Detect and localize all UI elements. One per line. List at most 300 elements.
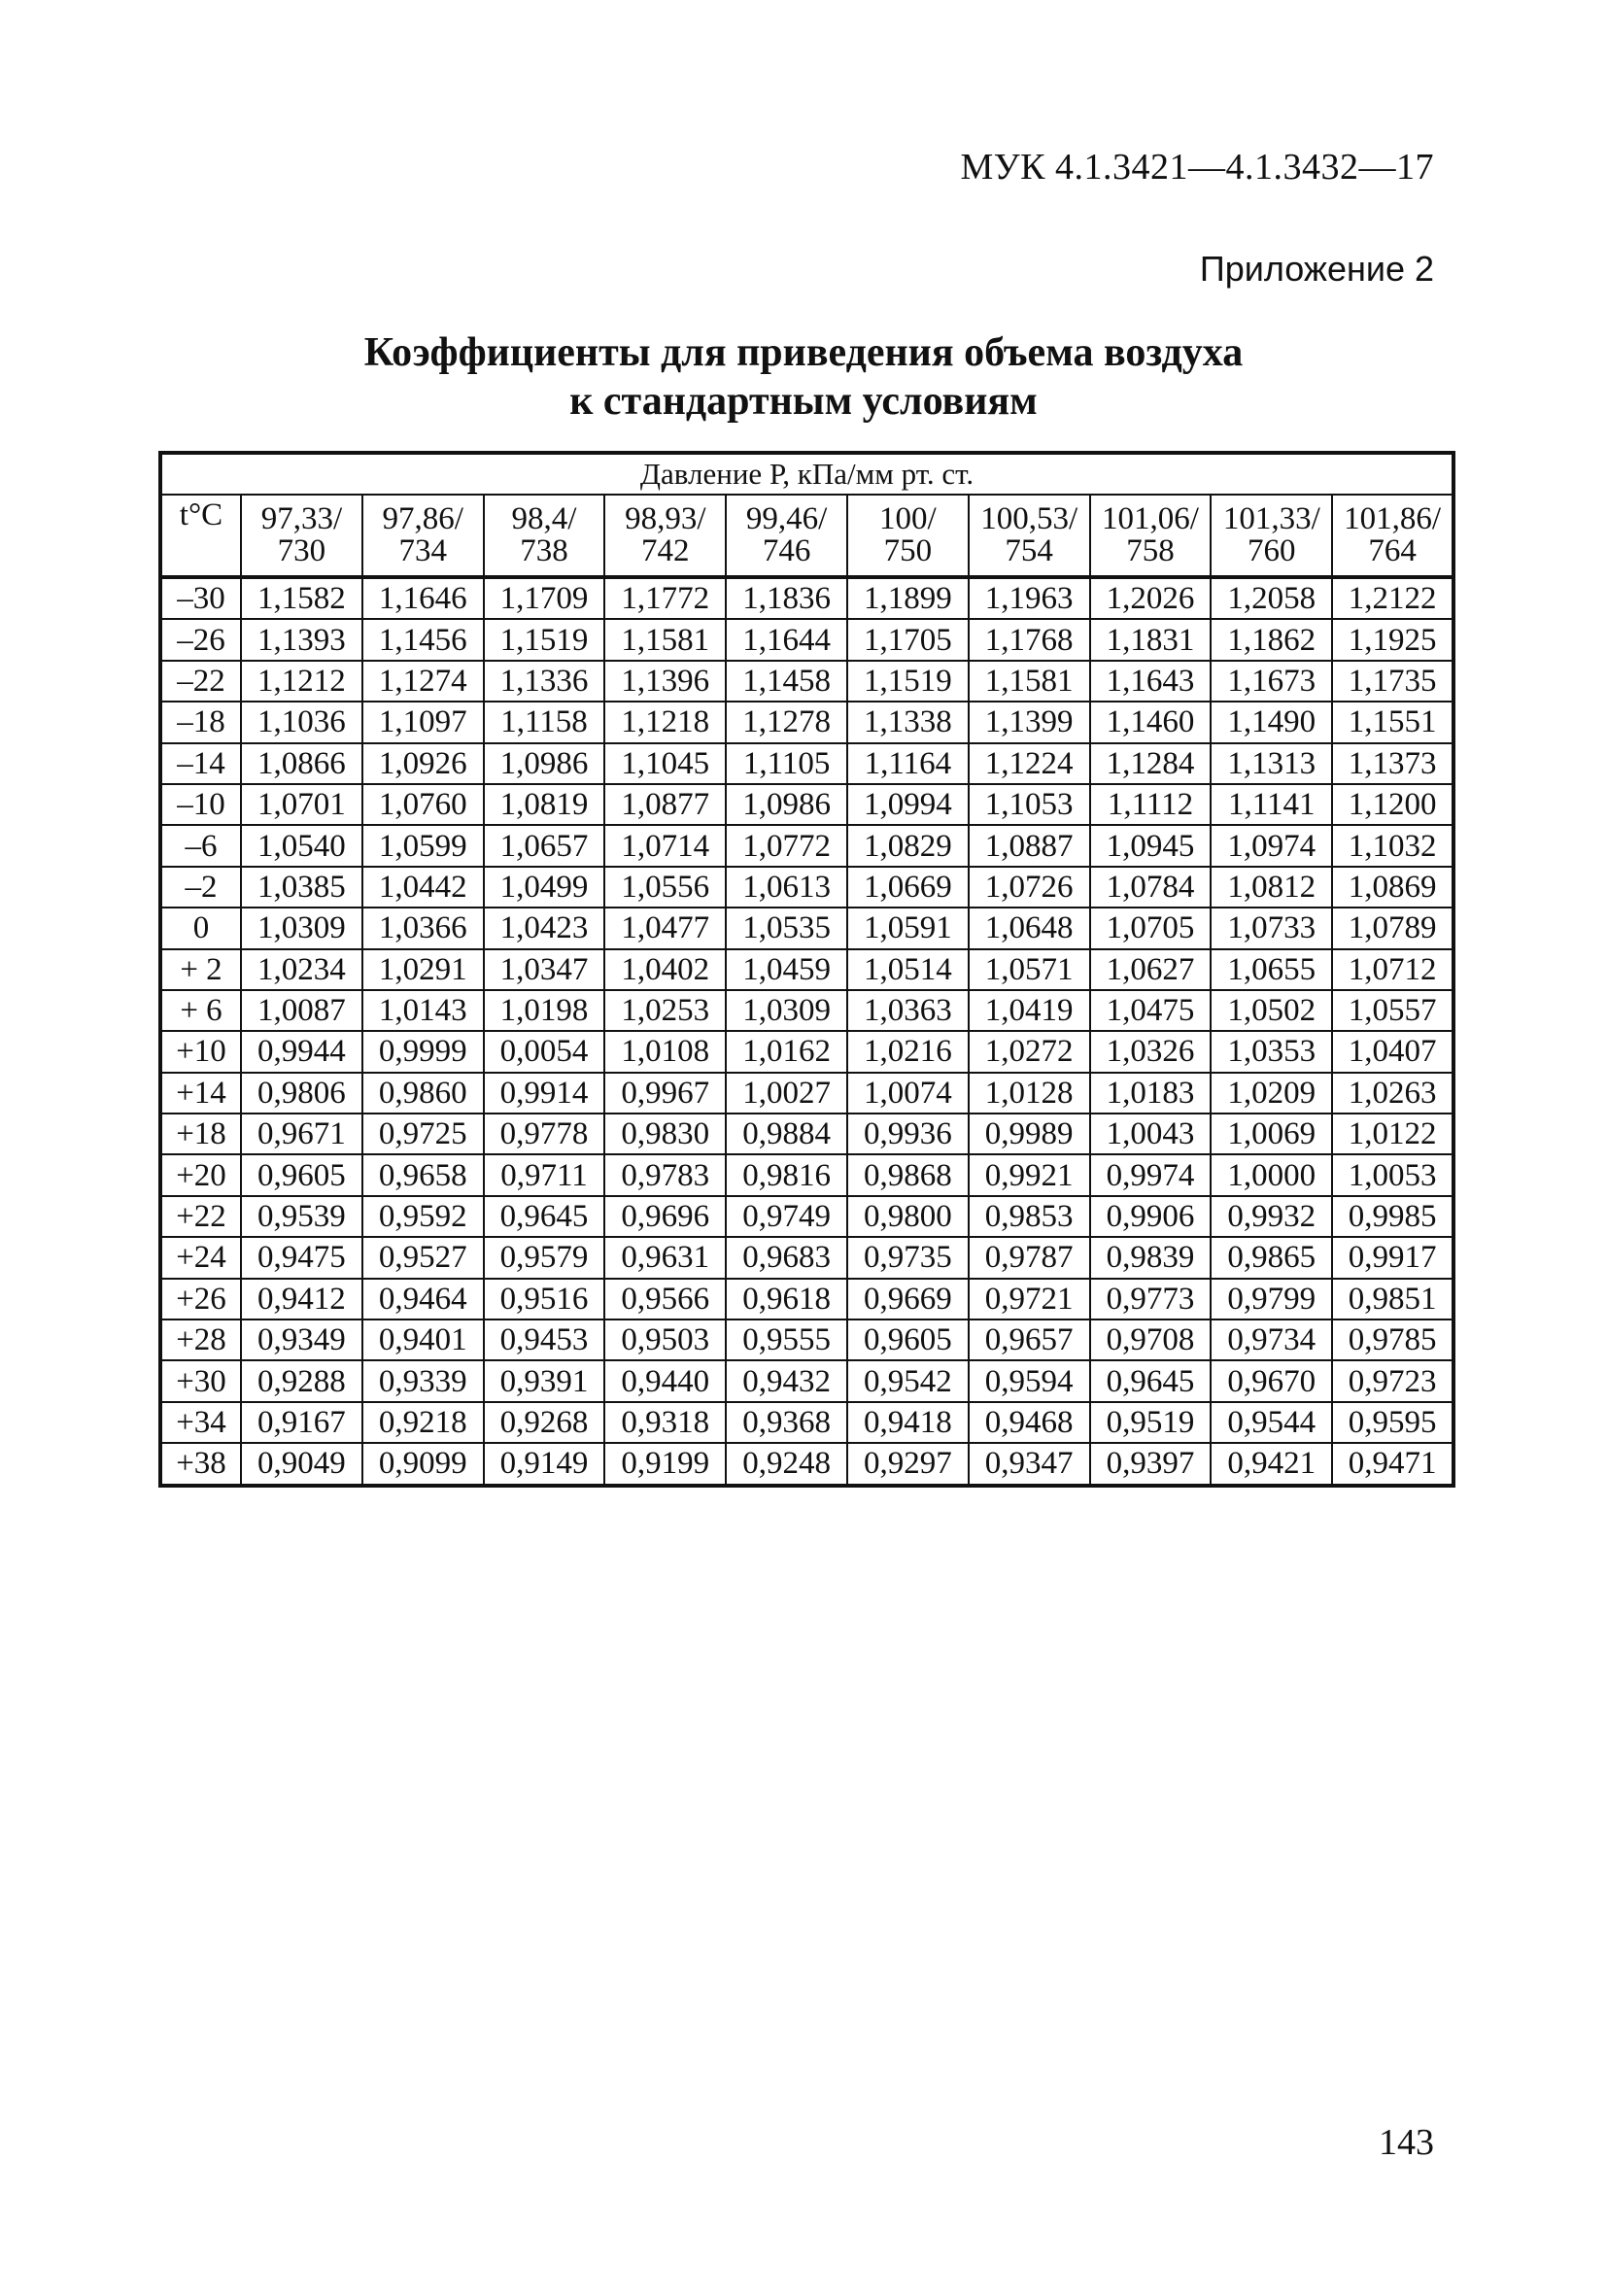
coefficient-cell: 1,1373 <box>1332 743 1453 784</box>
table-body <box>160 577 1453 1486</box>
coefficient-cell: 1,1399 <box>969 702 1090 742</box>
coefficient-cell: 1,1644 <box>726 619 847 660</box>
coefficient-cell: 0,9516 <box>484 1279 605 1319</box>
coefficient-cell: 1,0162 <box>726 1031 847 1072</box>
coefficient-cell: 0,9868 <box>847 1154 969 1195</box>
coefficient-cell: 1,1831 <box>1090 619 1212 660</box>
coefficient-cell: 0,9418 <box>847 1402 969 1443</box>
coefficient-cell: 1,0309 <box>726 990 847 1031</box>
coefficient-cell: 1,1338 <box>847 702 969 742</box>
coefficient-cell: 0,9711 <box>484 1154 605 1195</box>
coefficient-cell: 0,9778 <box>484 1114 605 1154</box>
coefficient-cell: 1,1519 <box>847 661 969 702</box>
coefficient-cell: 1,0000 <box>1211 1154 1332 1195</box>
table-row <box>160 743 1453 784</box>
pressure-kpa: 101,33/ <box>1222 501 1320 536</box>
coefficient-cell: 1,0760 <box>362 784 484 825</box>
coefficient-cell: 0,9914 <box>484 1073 605 1114</box>
coefficient-cell: 1,0701 <box>241 784 362 825</box>
coefficient-cell: 1,0887 <box>969 825 1090 866</box>
table-row <box>160 1154 1453 1195</box>
temperature-cell: +26 <box>160 1279 241 1319</box>
coefficient-cell: 1,0385 <box>241 867 362 908</box>
coefficient-cell: 1,1643 <box>1090 661 1212 702</box>
coefficient-cell: 0,9884 <box>726 1114 847 1154</box>
coefficient-cell: 1,1582 <box>241 577 362 619</box>
pressure-column-header <box>1090 495 1212 577</box>
table-row <box>160 1402 1453 1443</box>
coefficient-cell: 0,9099 <box>362 1443 484 1485</box>
table-row <box>160 577 1453 619</box>
coefficient-cell: 1,1862 <box>1211 619 1332 660</box>
coefficient-cell: 1,0363 <box>847 990 969 1031</box>
coefficient-cell: 1,0714 <box>604 825 726 866</box>
coefficient-cell: 1,1224 <box>969 743 1090 784</box>
coefficient-cell: 1,0784 <box>1090 867 1212 908</box>
coefficient-cell: 1,0309 <box>241 908 362 948</box>
coefficient-cell: 0,9594 <box>969 1360 1090 1401</box>
coefficient-cell: 0,9566 <box>604 1279 726 1319</box>
pressure-kpa: 98,93/ <box>625 501 706 536</box>
table-row <box>160 1196 1453 1237</box>
pressure-mmhg: 742 <box>641 533 690 568</box>
table-row <box>160 908 1453 948</box>
appendix-label: Приложение 2 <box>1199 249 1434 289</box>
pressure-mmhg: 730 <box>277 533 326 568</box>
coefficient-cell: 0,9167 <box>241 1402 362 1443</box>
coefficient-cell: 1,0407 <box>1332 1031 1453 1072</box>
coefficient-cell: 1,0869 <box>1332 867 1453 908</box>
coefficient-cell: 1,0475 <box>1090 990 1212 1031</box>
coefficient-cell: 1,0143 <box>362 990 484 1031</box>
coefficient-cell: 0,9799 <box>1211 1279 1332 1319</box>
coefficient-cell: 1,0705 <box>1090 908 1212 948</box>
coefficient-cell: 0,9468 <box>969 1402 1090 1443</box>
pressure-column-header <box>362 495 484 577</box>
pressure-mmhg: 764 <box>1368 533 1417 568</box>
coefficient-cell: 0,9248 <box>726 1443 847 1485</box>
coefficient-cell: 1,2026 <box>1090 577 1212 619</box>
coefficient-cell: 1,1551 <box>1332 702 1453 742</box>
temperature-cell: –2 <box>160 867 241 908</box>
coefficient-cell: 1,0557 <box>1332 990 1453 1031</box>
coefficient-cell: 1,0819 <box>484 784 605 825</box>
pressure-kpa: 100/ <box>879 501 937 536</box>
table-row <box>160 661 1453 702</box>
coefficient-cell: 1,1053 <box>969 784 1090 825</box>
table-row <box>160 784 1453 825</box>
coefficient-cell: 1,0657 <box>484 825 605 866</box>
temperature-cell: –6 <box>160 825 241 866</box>
coefficient-cell: 1,1581 <box>604 619 726 660</box>
coefficient-cell: 0,9401 <box>362 1319 484 1360</box>
coefficient-cell: 0,9297 <box>847 1443 969 1485</box>
pressure-kpa: 99,46/ <box>745 501 828 536</box>
coefficient-cell: 1,1768 <box>969 619 1090 660</box>
title-line-1: Коэффициенты для приведения объема воздуха <box>363 330 1244 375</box>
coefficient-cell: 1,0442 <box>362 867 484 908</box>
coefficient-cell: 0,0054 <box>484 1031 605 1072</box>
coefficient-cell: 0,9519 <box>1090 1402 1212 1443</box>
coefficient-cell: 0,9921 <box>969 1154 1090 1195</box>
coefficient-cell: 1,1772 <box>604 577 726 619</box>
temperature-cell: +28 <box>160 1319 241 1360</box>
temperature-cell: +38 <box>160 1443 241 1485</box>
temperature-cell: 0 <box>160 908 241 948</box>
table-row <box>160 1073 1453 1114</box>
coefficient-cell: 0,9605 <box>241 1154 362 1195</box>
coefficient-cell: 0,9539 <box>241 1196 362 1237</box>
table-row <box>160 949 1453 990</box>
coefficient-table <box>158 451 1455 1488</box>
coefficient-cell: 1,0272 <box>969 1031 1090 1072</box>
coefficient-cell: 0,9989 <box>969 1114 1090 1154</box>
pressure-mmhg: 758 <box>1126 533 1175 568</box>
coefficient-cell: 0,9049 <box>241 1443 362 1485</box>
coefficient-cell: 1,0198 <box>484 990 605 1031</box>
coefficient-cell: 1,0613 <box>726 867 847 908</box>
coefficient-cell: 0,9605 <box>847 1319 969 1360</box>
pressure-column-header <box>726 495 847 577</box>
pressure-column-header <box>1332 495 1453 577</box>
coefficient-cell: 0,9816 <box>726 1154 847 1195</box>
coefficient-cell: 1,0669 <box>847 867 969 908</box>
coefficient-cell: 0,9806 <box>241 1073 362 1114</box>
coefficient-cell: 0,9936 <box>847 1114 969 1154</box>
coefficient-cell: 1,1396 <box>604 661 726 702</box>
coefficient-cell: 1,1200 <box>1332 784 1453 825</box>
coefficient-cell: 1,0183 <box>1090 1073 1212 1114</box>
table-row <box>160 702 1453 742</box>
coefficient-cell: 1,0599 <box>362 825 484 866</box>
coefficient-cell: 0,9579 <box>484 1237 605 1278</box>
coefficient-cell: 1,0402 <box>604 949 726 990</box>
table-row <box>160 1319 1453 1360</box>
coefficient-cell: 1,0128 <box>969 1073 1090 1114</box>
coefficient-cell: 1,0571 <box>969 949 1090 990</box>
pressure-column-header <box>484 495 605 577</box>
coefficient-cell: 1,0733 <box>1211 908 1332 948</box>
coefficient-cell: 0,9421 <box>1211 1443 1332 1485</box>
coefficient-cell: 1,0216 <box>847 1031 969 1072</box>
coefficient-cell: 0,9944 <box>241 1031 362 1072</box>
table-row <box>160 990 1453 1031</box>
coefficient-cell: 1,0053 <box>1332 1154 1453 1195</box>
pressure-column-header <box>604 495 726 577</box>
coefficient-cell: 1,0812 <box>1211 867 1332 908</box>
coefficient-cell: 1,0591 <box>847 908 969 948</box>
coefficient-cell: 1,0263 <box>1332 1073 1453 1114</box>
coefficient-cell: 0,9555 <box>726 1319 847 1360</box>
coefficient-cell: 1,1646 <box>362 577 484 619</box>
coefficient-cell: 0,9349 <box>241 1319 362 1360</box>
coefficient-cell: 1,0027 <box>726 1073 847 1114</box>
coefficient-cell: 1,1899 <box>847 577 969 619</box>
coefficient-cell: 0,9783 <box>604 1154 726 1195</box>
temperature-cell: –10 <box>160 784 241 825</box>
table-row <box>160 1443 1453 1485</box>
coefficient-cell: 0,9917 <box>1332 1237 1453 1278</box>
coefficient-cell: 1,2058 <box>1211 577 1332 619</box>
pressure-kpa: 101,86/ <box>1344 501 1442 536</box>
coefficient-cell: 1,0087 <box>241 990 362 1031</box>
coefficient-cell: 0,9670 <box>1211 1360 1332 1401</box>
coefficient-cell: 1,1963 <box>969 577 1090 619</box>
coefficient-cell: 1,1925 <box>1332 619 1453 660</box>
coefficient-cell: 1,1709 <box>484 577 605 619</box>
pressure-kpa: 98,4/ <box>511 501 577 536</box>
temperature-cell: –26 <box>160 619 241 660</box>
coefficient-cell: 0,9657 <box>969 1319 1090 1360</box>
coefficient-cell: 0,9391 <box>484 1360 605 1401</box>
coefficient-cell: 0,9785 <box>1332 1319 1453 1360</box>
temperature-cell: + 6 <box>160 990 241 1031</box>
document-code: МУК 4.1.3421—4.1.3432—17 <box>960 147 1434 188</box>
coefficient-cell: 0,9475 <box>241 1237 362 1278</box>
coefficient-cell: 1,1519 <box>484 619 605 660</box>
coefficient-cell: 1,0499 <box>484 867 605 908</box>
coefficient-cell: 1,0648 <box>969 908 1090 948</box>
coefficient-cell: 1,0627 <box>1090 949 1212 990</box>
temperature-cell: +24 <box>160 1237 241 1278</box>
coefficient-cell: 0,9734 <box>1211 1319 1332 1360</box>
pressure-mmhg: 750 <box>883 533 933 568</box>
coefficient-cell: 1,1105 <box>726 743 847 784</box>
table-row <box>160 1360 1453 1401</box>
coefficient-cell: 1,1460 <box>1090 702 1212 742</box>
coefficient-cell: 0,9199 <box>604 1443 726 1485</box>
coefficient-cell: 1,0209 <box>1211 1073 1332 1114</box>
coefficient-cell: 1,0945 <box>1090 825 1212 866</box>
coefficient-cell: 1,0974 <box>1211 825 1332 866</box>
coefficient-cell: 0,9725 <box>362 1114 484 1154</box>
temperature-cell: –14 <box>160 743 241 784</box>
coefficient-cell: 1,1836 <box>726 577 847 619</box>
page-number: 143 <box>1379 2122 1434 2163</box>
pressure-kpa: 101,06/ <box>1102 501 1199 536</box>
temperature-header: t°C <box>160 495 241 577</box>
coefficient-cell: 0,9592 <box>362 1196 484 1237</box>
coefficient-cell: 0,9999 <box>362 1031 484 1072</box>
coefficient-cell: 0,9544 <box>1211 1402 1332 1443</box>
temperature-cell: +34 <box>160 1402 241 1443</box>
coefficient-cell: 0,9723 <box>1332 1360 1453 1401</box>
temperature-cell: –30 <box>160 577 241 619</box>
temperature-cell: +22 <box>160 1196 241 1237</box>
coefficient-cell: 1,1212 <box>241 661 362 702</box>
pressure-kpa: 100,53/ <box>980 501 1078 536</box>
coefficient-cell: 1,0540 <box>241 825 362 866</box>
coefficient-cell: 1,1045 <box>604 743 726 784</box>
coefficient-cell: 1,2122 <box>1332 577 1453 619</box>
coefficient-cell: 0,9503 <box>604 1319 726 1360</box>
temperature-cell: –18 <box>160 702 241 742</box>
coefficient-cell: 0,9645 <box>1090 1360 1212 1401</box>
coefficient-cell: 0,9412 <box>241 1279 362 1319</box>
pressure-mmhg: 746 <box>762 533 811 568</box>
table-row <box>160 1279 1453 1319</box>
pressure-header: Давление Р, кПа/мм рт. ст. <box>160 453 1453 495</box>
coefficient-cell: 1,0986 <box>726 784 847 825</box>
coefficient-cell: 0,9464 <box>362 1279 484 1319</box>
coefficient-cell: 1,0234 <box>241 949 362 990</box>
coefficient-cell: 1,1097 <box>362 702 484 742</box>
temperature-cell: + 2 <box>160 949 241 990</box>
coefficient-cell: 0,9749 <box>726 1196 847 1237</box>
pressure-column-header <box>1211 495 1332 577</box>
pressure-mmhg: 760 <box>1248 533 1296 568</box>
temperature-cell: –22 <box>160 661 241 702</box>
coefficient-cell: 0,9631 <box>604 1237 726 1278</box>
coefficient-cell: 1,0556 <box>604 867 726 908</box>
title-line-2: к стандартным условиям <box>569 379 1038 424</box>
coefficient-cell: 1,1458 <box>726 661 847 702</box>
pressure-mmhg: 734 <box>398 533 447 568</box>
temperature-cell: +18 <box>160 1114 241 1154</box>
pressure-column-header <box>969 495 1090 577</box>
coefficient-cell: 1,0423 <box>484 908 605 948</box>
coefficient-cell: 1,0772 <box>726 825 847 866</box>
coefficient-cell: 1,0535 <box>726 908 847 948</box>
coefficient-cell: 0,9347 <box>969 1443 1090 1485</box>
coefficient-cell: 1,0655 <box>1211 949 1332 990</box>
coefficient-cell: 0,9440 <box>604 1360 726 1401</box>
coefficient-cell: 0,9288 <box>241 1360 362 1401</box>
coefficient-cell: 1,0502 <box>1211 990 1332 1031</box>
coefficient-cell: 0,9839 <box>1090 1237 1212 1278</box>
coefficient-cell: 0,9683 <box>726 1237 847 1278</box>
coefficient-cell: 1,1735 <box>1332 661 1453 702</box>
coefficient-cell: 1,1141 <box>1211 784 1332 825</box>
pressure-mmhg: 738 <box>520 533 568 568</box>
pressure-mmhg: 754 <box>1005 533 1053 568</box>
coefficient-cell: 0,9671 <box>241 1114 362 1154</box>
coefficient-cell: 1,0926 <box>362 743 484 784</box>
coefficient-cell: 1,1336 <box>484 661 605 702</box>
coefficient-cell: 1,1705 <box>847 619 969 660</box>
coefficient-cell: 1,0877 <box>604 784 726 825</box>
temperature-cell: +30 <box>160 1360 241 1401</box>
coefficient-cell: 0,9527 <box>362 1237 484 1278</box>
coefficient-cell: 1,0366 <box>362 908 484 948</box>
coefficient-cell: 1,1278 <box>726 702 847 742</box>
coefficient-cell: 1,0069 <box>1211 1114 1332 1154</box>
coefficient-cell: 0,9453 <box>484 1319 605 1360</box>
coefficient-cell: 0,9853 <box>969 1196 1090 1237</box>
coefficient-cell: 0,9985 <box>1332 1196 1453 1237</box>
coefficient-cell: 0,9595 <box>1332 1402 1453 1443</box>
coefficient-cell: 1,0291 <box>362 949 484 990</box>
coefficient-cell: 0,9787 <box>969 1237 1090 1278</box>
temperature-cell: +20 <box>160 1154 241 1195</box>
coefficient-cell: 0,9830 <box>604 1114 726 1154</box>
coefficient-cell: 0,9906 <box>1090 1196 1212 1237</box>
coefficient-cell: 0,9800 <box>847 1196 969 1237</box>
coefficient-cell: 1,0326 <box>1090 1031 1212 1072</box>
coefficient-cell: 1,0994 <box>847 784 969 825</box>
coefficient-cell: 1,0726 <box>969 867 1090 908</box>
coefficient-cell: 1,1112 <box>1090 784 1212 825</box>
coefficient-cell: 0,9708 <box>1090 1319 1212 1360</box>
table-row <box>160 1237 1453 1278</box>
coefficient-cell: 1,1393 <box>241 619 362 660</box>
coefficient-cell: 1,0866 <box>241 743 362 784</box>
column-header-row <box>160 495 1453 577</box>
coefficient-cell: 0,9974 <box>1090 1154 1212 1195</box>
pressure-kpa: 97,33/ <box>260 501 343 536</box>
coefficient-cell: 0,9149 <box>484 1443 605 1485</box>
coefficient-cell: 1,0789 <box>1332 908 1453 948</box>
coefficient-cell: 0,9471 <box>1332 1443 1453 1485</box>
coefficient-cell: 1,1673 <box>1211 661 1332 702</box>
coefficient-cell: 1,0353 <box>1211 1031 1332 1072</box>
coefficient-cell: 1,1581 <box>969 661 1090 702</box>
pressure-column-header <box>847 495 969 577</box>
coefficient-cell: 0,9721 <box>969 1279 1090 1319</box>
coefficient-cell: 0,9735 <box>847 1237 969 1278</box>
coefficient-cell: 0,9618 <box>726 1279 847 1319</box>
coefficient-cell: 1,0829 <box>847 825 969 866</box>
temperature-cell: +14 <box>160 1073 241 1114</box>
coefficient-cell: 1,1036 <box>241 702 362 742</box>
pressure-kpa: 97,86/ <box>382 501 463 536</box>
coefficient-cell: 1,1490 <box>1211 702 1332 742</box>
table-row <box>160 867 1453 908</box>
coefficient-cell: 0,9669 <box>847 1279 969 1319</box>
coefficient-cell: 1,1218 <box>604 702 726 742</box>
table-row <box>160 1031 1453 1072</box>
coefficient-cell: 1,0477 <box>604 908 726 948</box>
coefficient-cell: 1,0459 <box>726 949 847 990</box>
coefficient-cell: 0,9932 <box>1211 1196 1332 1237</box>
page-title <box>155 328 1452 426</box>
coefficient-cell: 0,9773 <box>1090 1279 1212 1319</box>
coefficient-cell: 1,1313 <box>1211 743 1332 784</box>
coefficient-cell: 1,1274 <box>362 661 484 702</box>
coefficient-cell: 1,0122 <box>1332 1114 1453 1154</box>
coefficient-cell: 1,0108 <box>604 1031 726 1072</box>
pressure-column-header <box>241 495 362 577</box>
coefficient-cell: 0,9658 <box>362 1154 484 1195</box>
coefficient-cell: 1,1164 <box>847 743 969 784</box>
coefficient-cell: 1,0043 <box>1090 1114 1212 1154</box>
coefficient-cell: 0,9860 <box>362 1073 484 1114</box>
coefficient-cell: 0,9432 <box>726 1360 847 1401</box>
coefficient-cell: 1,0253 <box>604 990 726 1031</box>
coefficient-cell: 0,9318 <box>604 1402 726 1443</box>
coefficient-cell: 1,1158 <box>484 702 605 742</box>
coefficient-cell: 0,9865 <box>1211 1237 1332 1278</box>
coefficient-cell: 0,9645 <box>484 1196 605 1237</box>
coefficient-cell: 1,1456 <box>362 619 484 660</box>
coefficient-cell: 0,9339 <box>362 1360 484 1401</box>
coefficient-cell: 0,9696 <box>604 1196 726 1237</box>
coefficient-cell: 1,0074 <box>847 1073 969 1114</box>
coefficient-cell: 0,9851 <box>1332 1279 1453 1319</box>
coefficient-cell: 0,9542 <box>847 1360 969 1401</box>
table-row <box>160 1114 1453 1154</box>
table-row <box>160 619 1453 660</box>
coefficient-cell: 1,0986 <box>484 743 605 784</box>
temperature-cell: +10 <box>160 1031 241 1072</box>
coefficient-cell: 1,1032 <box>1332 825 1453 866</box>
coefficient-cell: 0,9967 <box>604 1073 726 1114</box>
coefficient-cell: 1,0347 <box>484 949 605 990</box>
coefficient-cell: 0,9397 <box>1090 1443 1212 1485</box>
coefficient-cell: 0,9368 <box>726 1402 847 1443</box>
coefficient-cell: 1,1284 <box>1090 743 1212 784</box>
coefficient-cell: 1,0514 <box>847 949 969 990</box>
